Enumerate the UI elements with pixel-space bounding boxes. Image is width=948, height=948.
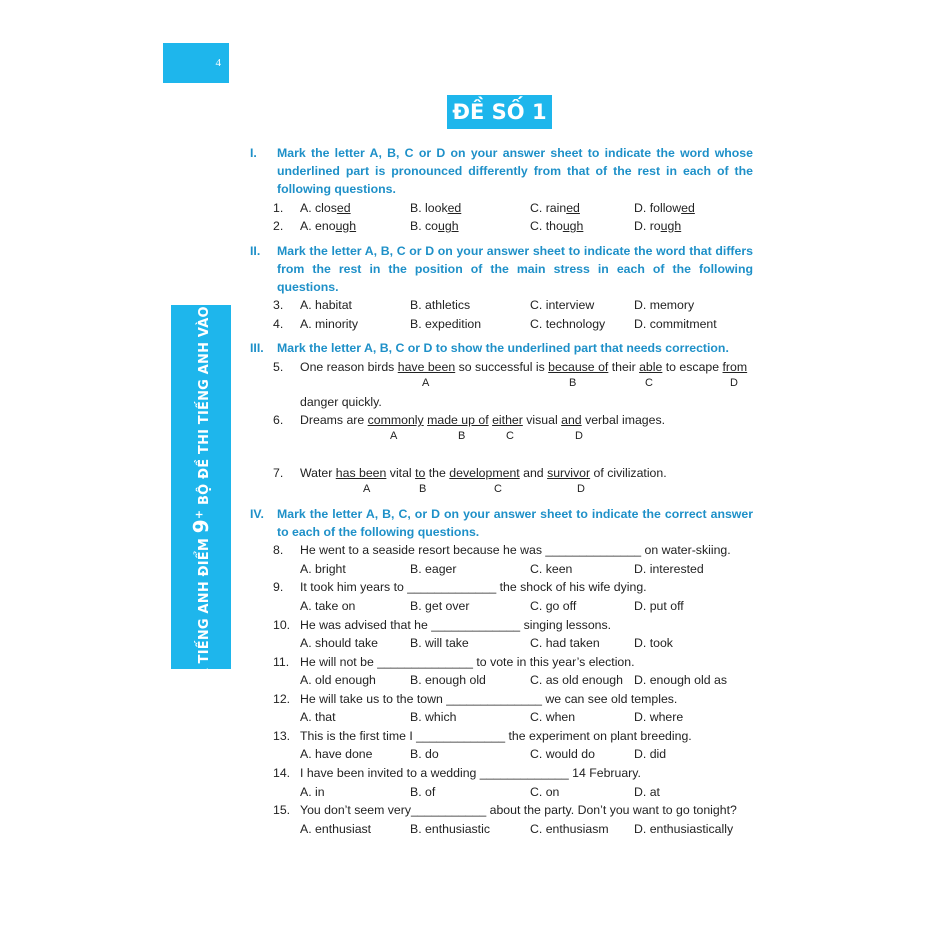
question-5: 5. One reason birds have been so successful is because of their able to escape from xyxy=(273,360,748,374)
question-12-option-d: D. where xyxy=(634,710,684,724)
option-d: D. followed xyxy=(634,201,695,215)
letter-a: A xyxy=(390,430,398,442)
question-8-option-b: B. eager xyxy=(410,562,457,576)
question-15-option-b: B. enthusiastic xyxy=(410,822,490,836)
question-11-option-a: A. old enough xyxy=(300,673,376,687)
option-b: B. expedition xyxy=(410,317,482,331)
sentence: Water has been vital to the development and survivor of civilization. xyxy=(300,466,667,480)
page-number-tab xyxy=(163,43,229,83)
letter-c: C xyxy=(645,377,653,389)
question-stem: It took him years to _____________ the shock of his wife dying. xyxy=(300,580,647,594)
option-c: C. rained xyxy=(530,201,580,215)
book-title-sidebar xyxy=(171,238,231,736)
letter-d: D xyxy=(577,483,585,495)
option-a: A. minority xyxy=(300,317,359,331)
question-12-option-b: B. which xyxy=(410,710,457,724)
question-11-option-c: C. as old enough xyxy=(530,673,623,687)
question-14-option-c: C. on xyxy=(530,785,560,799)
option-d: D. memory xyxy=(634,298,695,312)
section-1-instruction: I. Mark the letter A, B, C or D on your answer sheet to indicate the word whose underlined part is pronounced differently from that of the rest in each of the following questions. xyxy=(250,146,753,196)
letter-d: D xyxy=(575,430,583,442)
question-stem: I have been invited to a wedding _____________ 14 February. xyxy=(300,766,641,780)
question-14-option-a: A. in xyxy=(300,785,325,799)
question-13-option-c: C. would do xyxy=(530,747,595,761)
section-2-instruction: II. Mark the letter A, B, C or D on your answer sheet to indicate the word that differs from the rest in the position of the main stress in each of the following questions. xyxy=(250,244,753,294)
question-13: 13. This is the first time I _____________ the experiment on plant breeding. xyxy=(273,729,692,743)
exam-title: ĐỀ SỐ 1 xyxy=(447,95,552,129)
question-13-option-a: A. have done xyxy=(300,747,373,761)
letter-c: C xyxy=(506,430,514,442)
question-10: 10. He was advised that he _____________ singing lessons. xyxy=(273,618,612,632)
option-c: C. interview xyxy=(530,298,595,312)
question-12-option-a: A. that xyxy=(300,710,336,724)
question-9-option-c: C. go off xyxy=(530,599,577,613)
option-a: A. enough xyxy=(300,219,357,233)
question-8-option-a: A. bright xyxy=(300,562,346,576)
letter-a: A xyxy=(422,377,430,389)
page-number: 4 xyxy=(215,57,221,69)
sentence: One reason birds have been so successful is because of their able to escape from xyxy=(300,360,748,374)
question-15-option-c: C. enthusiasm xyxy=(530,822,609,836)
question-8-option-d: D. interested xyxy=(634,562,704,576)
question-9-option-d: D. put off xyxy=(634,599,684,613)
question-14: 14. I have been invited to a wedding _____________ 14 February. xyxy=(273,766,641,780)
question-4: 4. A. minority B. expedition C. technology D. commitment xyxy=(273,317,717,331)
question-12-option-c: C. when xyxy=(530,710,576,724)
option-c: C. though xyxy=(530,219,584,233)
question-9-option-a: A. take on xyxy=(300,599,356,613)
question-6: 6. Dreams are commonly made up of either visual and verbal images. xyxy=(273,413,666,427)
question-3: 3. A. habitat B. athletics C. interview D. memory xyxy=(273,298,695,312)
option-a: A. habitat xyxy=(300,298,352,312)
question-9: 9. It took him years to _____________ the shock of his wife dying. xyxy=(273,580,647,594)
question-12: 12. He will take us to the town ______________ we can see old temples. xyxy=(273,692,678,706)
question-11: 11. He will not be ______________ to vote in this year’s election. xyxy=(273,655,635,669)
question-10-option-b: B. will take xyxy=(410,636,469,650)
option-b: B. athletics xyxy=(410,298,471,312)
question-5-continuation: danger quickly. xyxy=(300,395,382,409)
letter-c: C xyxy=(494,483,502,495)
sentence: Dreams are commonly made up of either visual and verbal images. xyxy=(300,413,666,427)
question-8: 8. He went to a seaside resort because he was ______________ on water-skiing. xyxy=(273,543,731,557)
option-c: C. technology xyxy=(530,317,606,331)
question-15: 15. You don’t seem very___________ about the party. Don’t you want to go tonight? xyxy=(273,803,737,817)
question-10-option-a: A. should take xyxy=(300,636,378,650)
letter-d: D xyxy=(730,377,738,389)
option-b: B. cough xyxy=(410,219,459,233)
question-stem: He went to a seaside resort because he was ______________ on water-skiing. xyxy=(300,543,731,557)
question-8-option-c: C. keen xyxy=(530,562,573,576)
question-2: 2. A. enough B. cough C. though D. rough xyxy=(273,219,682,233)
option-a: A. closed xyxy=(300,201,351,215)
letter-b: B xyxy=(569,377,577,389)
letter-b: B xyxy=(458,430,466,442)
question-stem: He was advised that he _____________ singing lessons. xyxy=(300,618,612,632)
question-14-option-d: D. at xyxy=(634,785,660,799)
letter-b: B xyxy=(419,483,427,495)
section-3-instruction: III. Mark the letter A, B, C or D to show the underlined part that needs correction. xyxy=(250,341,729,355)
option-d: D. rough xyxy=(634,219,682,233)
question-7: 7. Water has been vital to the development and survivor of civilization. xyxy=(273,466,667,480)
question-9-option-b: B. get over xyxy=(410,599,470,613)
option-b: B. looked xyxy=(410,201,462,215)
question-stem: You don’t seem very___________ about the party. Don’t you want to go tonight? xyxy=(300,803,737,817)
question-11-option-d: D. enough old as xyxy=(634,673,727,687)
question-13-option-b: B. do xyxy=(410,747,439,761)
question-10-option-d: D. took xyxy=(634,636,673,650)
question-1: 1. A. closed B. looked C. rained D. followed xyxy=(273,201,695,215)
question-11-option-b: B. enough old xyxy=(410,673,486,687)
option-d: D. commitment xyxy=(634,317,717,331)
question-13-option-d: D. did xyxy=(634,747,667,761)
question-15-option-a: A. enthusiast xyxy=(300,822,372,836)
question-14-option-b: B. of xyxy=(410,785,436,799)
book-title: ĐỘT PHÁ TIẾNG ANH ĐIỂM 9+ BỘ ĐỀ THI TIẾNG ANH VÀO LỚP 10 xyxy=(189,238,213,736)
letter-a: A xyxy=(363,483,371,495)
section-4-instruction: IV. Mark the letter A, B, C, or D on your answer sheet to indicate the correct answer to each of the following questions. xyxy=(250,507,753,539)
question-stem: This is the first time I _____________ the experiment on plant breeding. xyxy=(300,729,692,743)
question-stem: He will not be ______________ to vote in this year’s election. xyxy=(300,655,635,669)
question-stem: He will take us to the town ______________ we can see old temples. xyxy=(300,692,678,706)
question-15-option-d: D. enthusiastically xyxy=(634,822,734,836)
question-10-option-c: C. had taken xyxy=(530,636,600,650)
